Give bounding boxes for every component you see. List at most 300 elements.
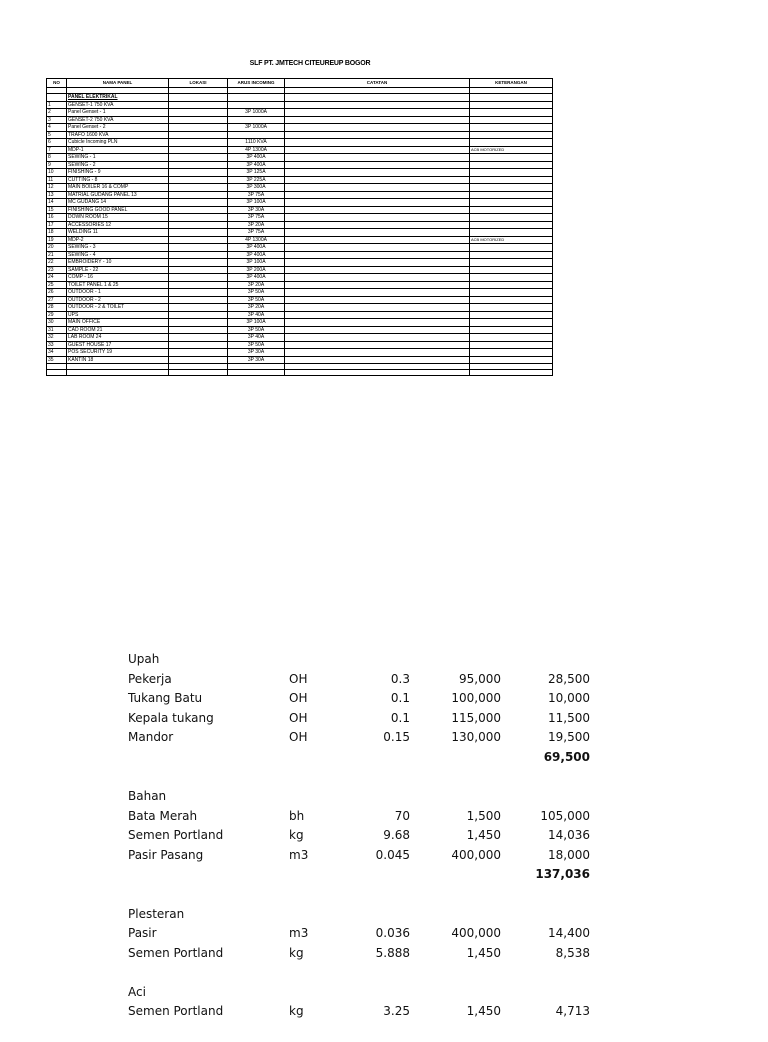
cost-item-total: 28,500 bbox=[548, 671, 590, 686]
cell-catatan bbox=[285, 169, 470, 177]
cost-item-row bbox=[128, 924, 598, 944]
cell-lokasi bbox=[169, 169, 228, 177]
cost-subtotal: 69,500 bbox=[543, 749, 590, 764]
cell-keterangan bbox=[470, 289, 553, 297]
table-row bbox=[47, 199, 553, 207]
cell-nama-panel: FINISHING - 9 bbox=[67, 169, 169, 177]
table-row bbox=[47, 229, 553, 237]
cell-nama-panel: OUTDOOR - 1 bbox=[67, 289, 169, 297]
cell-catatan bbox=[285, 319, 470, 327]
cost-item-name: Mandor bbox=[128, 730, 174, 745]
cell-lokasi bbox=[169, 319, 228, 327]
cell-no: 18 bbox=[47, 229, 67, 237]
cell-keterangan bbox=[470, 274, 553, 282]
cell-keterangan bbox=[470, 356, 553, 364]
cost-item-coefficient: 5.888 bbox=[375, 945, 410, 960]
cell-no: 19 bbox=[47, 236, 67, 244]
table-row bbox=[47, 154, 553, 162]
cell-keterangan bbox=[470, 139, 553, 147]
cell-lokasi bbox=[169, 251, 228, 259]
cost-item-unit: kg bbox=[289, 945, 304, 960]
cell-no: 30 bbox=[47, 319, 67, 327]
cell-catatan bbox=[285, 251, 470, 259]
cell-nama-panel: TOILET PANEL 1 & 25 bbox=[67, 281, 169, 289]
cell-catatan bbox=[285, 244, 470, 252]
table-row bbox=[47, 259, 553, 267]
cell-catatan bbox=[285, 154, 470, 162]
cell-keterangan bbox=[470, 304, 553, 312]
header-lokasi: LOKASI bbox=[169, 79, 228, 88]
cost-item-row bbox=[128, 944, 598, 964]
cell-keterangan bbox=[470, 124, 553, 132]
cell-no: 14 bbox=[47, 199, 67, 207]
cell-arus-incoming: 3P 20A bbox=[228, 221, 285, 229]
cell-nama-panel: POS SECURITY 19 bbox=[67, 349, 169, 357]
cell-no: 32 bbox=[47, 334, 67, 342]
table-row bbox=[47, 139, 553, 147]
cell-keterangan bbox=[470, 349, 553, 357]
cell-nama-panel: CAD ROOM 21 bbox=[67, 326, 169, 334]
cell-keterangan bbox=[470, 116, 553, 124]
table-row bbox=[47, 349, 553, 357]
cost-item-name: Bata Merah bbox=[128, 808, 198, 823]
cell-keterangan bbox=[470, 281, 553, 289]
cost-item-total: 8,538 bbox=[555, 945, 590, 960]
cell-arus-incoming: 3P 50A bbox=[228, 341, 285, 349]
cell-no: 7 bbox=[47, 146, 67, 154]
table-row bbox=[47, 146, 553, 154]
cell-catatan bbox=[285, 206, 470, 214]
cell-arus-incoming: 3P 1000A bbox=[228, 124, 285, 132]
cell-arus-incoming: 3P 400A bbox=[228, 274, 285, 282]
cell-catatan bbox=[285, 176, 470, 184]
cell-arus-incoming: 3P 200A bbox=[228, 266, 285, 274]
cell-lokasi bbox=[169, 341, 228, 349]
cell-no: 31 bbox=[47, 326, 67, 334]
cell-arus-incoming: 3P 50A bbox=[228, 296, 285, 304]
cell-nama-panel: GUEST HOUSE 17 bbox=[67, 341, 169, 349]
cell-keterangan bbox=[470, 176, 553, 184]
cost-item-name: Semen Portland bbox=[128, 945, 224, 960]
cell-lokasi bbox=[169, 116, 228, 124]
panel-table-body bbox=[47, 88, 553, 376]
cell-nama-panel: MAIN BOILER 16 & COMP bbox=[67, 184, 169, 192]
table-row bbox=[47, 251, 553, 259]
table-row bbox=[47, 326, 553, 334]
table-row bbox=[47, 191, 553, 199]
cell-arus-incoming: 3P 20A bbox=[228, 304, 285, 312]
cell-nama-panel: MDP-1 bbox=[67, 146, 169, 154]
cell-arus-incoming: 3P 75A bbox=[228, 214, 285, 222]
cell-catatan bbox=[285, 184, 470, 192]
cell-catatan bbox=[285, 221, 470, 229]
cell-arus-incoming: 3P 75A bbox=[228, 229, 285, 237]
cost-item-unit: kg bbox=[289, 828, 304, 843]
cost-section-title: Aci bbox=[128, 984, 146, 999]
cell-no: 1 bbox=[47, 101, 67, 109]
cell-no: 12 bbox=[47, 184, 67, 192]
cell-lokasi bbox=[169, 191, 228, 199]
cell-no: 26 bbox=[47, 289, 67, 297]
cell-lokasi bbox=[169, 274, 228, 282]
cell-lokasi bbox=[169, 161, 228, 169]
cell-no: 4 bbox=[47, 124, 67, 132]
cell-arus-incoming: 3P 100A bbox=[228, 199, 285, 207]
header-catatan: CATATAN bbox=[285, 79, 470, 88]
cell-keterangan bbox=[470, 161, 553, 169]
table-row bbox=[47, 334, 553, 342]
cost-item-unit: bh bbox=[289, 808, 305, 823]
cell-lokasi bbox=[169, 131, 228, 139]
cell-keterangan bbox=[470, 154, 553, 162]
table-row bbox=[47, 221, 553, 229]
cell-nama-panel: WELDING 11 bbox=[67, 229, 169, 237]
cell-arus-incoming: 3P 400A bbox=[228, 244, 285, 252]
cost-section bbox=[128, 650, 598, 768]
cell-catatan bbox=[285, 229, 470, 237]
cell-arus-incoming: 3P 75A bbox=[228, 191, 285, 199]
cell-no: 29 bbox=[47, 311, 67, 319]
cell-no: 25 bbox=[47, 281, 67, 289]
cell-catatan bbox=[285, 341, 470, 349]
cell-nama-panel: ACCESSORIES 12 bbox=[67, 221, 169, 229]
cell-lokasi bbox=[169, 139, 228, 147]
cell-catatan bbox=[285, 139, 470, 147]
cell-keterangan bbox=[470, 169, 553, 177]
cell-keterangan bbox=[470, 259, 553, 267]
cost-item-unit: m3 bbox=[289, 847, 309, 862]
cell-catatan bbox=[285, 236, 470, 244]
cost-item-unit: OH bbox=[289, 730, 308, 745]
cell-arus-incoming: 3P 100A bbox=[228, 319, 285, 327]
cell-keterangan bbox=[470, 251, 553, 259]
cell-keterangan bbox=[470, 109, 553, 117]
cell-lokasi bbox=[169, 184, 228, 192]
table-row bbox=[47, 296, 553, 304]
cell-nama-panel: EMBROIDERY - 10 bbox=[67, 259, 169, 267]
cell-no: 15 bbox=[47, 206, 67, 214]
table-row bbox=[47, 169, 553, 177]
cell-lokasi bbox=[169, 334, 228, 342]
header-keterangan: KETERANGAN bbox=[470, 79, 553, 88]
cell-no: 23 bbox=[47, 266, 67, 274]
cell-keterangan: ACB MOTORIZED bbox=[470, 146, 553, 154]
cost-breakdown bbox=[128, 650, 598, 1042]
cost-item-row bbox=[128, 670, 598, 690]
cell-arus-incoming: 3P 400A bbox=[228, 161, 285, 169]
cell-lokasi bbox=[169, 146, 228, 154]
cell-no: 2 bbox=[47, 109, 67, 117]
cell-catatan bbox=[285, 191, 470, 199]
cell-keterangan bbox=[470, 244, 553, 252]
cell-keterangan bbox=[470, 131, 553, 139]
cell-arus-incoming bbox=[228, 116, 285, 124]
cell-no: 21 bbox=[47, 251, 67, 259]
cell-arus-incoming: 3P 30A bbox=[228, 349, 285, 357]
table-row bbox=[47, 266, 553, 274]
cell-no: 5 bbox=[47, 131, 67, 139]
header-no: NO bbox=[47, 79, 67, 88]
header-arus-incoming: ARUS INCOMING bbox=[228, 79, 285, 88]
cell-lokasi bbox=[169, 349, 228, 357]
cell-no: 35 bbox=[47, 356, 67, 364]
cost-item-row bbox=[128, 807, 598, 827]
cell-nama-panel: FINISHING GOOD PANEL bbox=[67, 206, 169, 214]
cell-lokasi bbox=[169, 221, 228, 229]
cost-item-name: Pasir bbox=[128, 926, 157, 941]
cell-nama-panel: LAB ROOM 24 bbox=[67, 334, 169, 342]
cell-catatan bbox=[285, 304, 470, 312]
cell-nama-panel: MDP-2 bbox=[67, 236, 169, 244]
cost-item-price: 95,000 bbox=[459, 671, 501, 686]
cost-item-row bbox=[128, 709, 598, 729]
cell-keterangan bbox=[470, 214, 553, 222]
cell-arus-incoming: 4P 1300A bbox=[228, 236, 285, 244]
cell-nama-panel: GENSET-2 750 KVA bbox=[67, 116, 169, 124]
table-row bbox=[47, 304, 553, 312]
cell-no: 10 bbox=[47, 169, 67, 177]
table-row bbox=[47, 319, 553, 327]
table-row bbox=[47, 274, 553, 282]
cell-nama-panel: OUTDOOR - 2 & TOILET bbox=[67, 304, 169, 312]
cell-arus-incoming: 3P 225A bbox=[228, 176, 285, 184]
cell-catatan bbox=[285, 266, 470, 274]
cell-arus-incoming: 3P 30A bbox=[228, 206, 285, 214]
cost-item-price: 1,450 bbox=[466, 828, 501, 843]
cell-lokasi bbox=[169, 281, 228, 289]
cell-catatan bbox=[285, 289, 470, 297]
cost-subtotal-row bbox=[128, 748, 598, 768]
cell-keterangan: ACB MOTORIZED bbox=[470, 236, 553, 244]
cell-catatan bbox=[285, 274, 470, 282]
cell-keterangan bbox=[470, 221, 553, 229]
cell-nama-panel: UPS bbox=[67, 311, 169, 319]
cell-catatan bbox=[285, 281, 470, 289]
table-row bbox=[47, 236, 553, 244]
cell-no: 20 bbox=[47, 244, 67, 252]
cell-lokasi bbox=[169, 206, 228, 214]
cell-lokasi bbox=[169, 356, 228, 364]
cost-item-total: 19,500 bbox=[548, 730, 590, 745]
cost-item-price: 115,000 bbox=[451, 710, 501, 725]
table-row bbox=[47, 184, 553, 192]
cell-no: 33 bbox=[47, 341, 67, 349]
cell-arus-incoming: 3P 1000A bbox=[228, 109, 285, 117]
cost-item-name: Tukang Batu bbox=[128, 691, 203, 706]
cell-catatan bbox=[285, 161, 470, 169]
cell-nama-panel: Cubicle Incoming PLN bbox=[67, 139, 169, 147]
cell-nama-panel: KANTIN 18 bbox=[67, 356, 169, 364]
table-row bbox=[47, 289, 553, 297]
cell-lokasi bbox=[169, 176, 228, 184]
cell-keterangan bbox=[470, 266, 553, 274]
table-section-row bbox=[47, 94, 553, 102]
cell-nama-panel: MATRIAL GUDANG PANEL 13 bbox=[67, 191, 169, 199]
cost-item-price: 100,000 bbox=[451, 691, 501, 706]
table-row bbox=[47, 176, 553, 184]
cell-no: 34 bbox=[47, 349, 67, 357]
cell-lokasi bbox=[169, 296, 228, 304]
cell-catatan bbox=[285, 131, 470, 139]
cost-item-total: 10,000 bbox=[548, 691, 590, 706]
cell-lokasi bbox=[169, 236, 228, 244]
cost-item-total: 11,500 bbox=[548, 710, 590, 725]
cell-no: 3 bbox=[47, 116, 67, 124]
cell-arus-incoming: 3P 20A bbox=[228, 281, 285, 289]
cell-catatan bbox=[285, 109, 470, 117]
cell-lokasi bbox=[169, 311, 228, 319]
cell-lokasi bbox=[169, 214, 228, 222]
cost-section bbox=[128, 983, 598, 1022]
cost-item-coefficient: 0.15 bbox=[383, 730, 410, 745]
cell-no: 22 bbox=[47, 259, 67, 267]
cell-arus-incoming: 3P 300A bbox=[228, 184, 285, 192]
cost-item-unit: OH bbox=[289, 671, 308, 686]
cost-item-price: 130,000 bbox=[451, 730, 501, 745]
cost-item-unit: OH bbox=[289, 710, 308, 725]
cost-item-price: 1,450 bbox=[466, 945, 501, 960]
cost-item-name: Pekerja bbox=[128, 671, 172, 686]
cell-catatan bbox=[285, 259, 470, 267]
cost-subtotal-row bbox=[128, 865, 598, 885]
cost-item-coefficient: 0.036 bbox=[375, 926, 410, 941]
cell-no: 9 bbox=[47, 161, 67, 169]
cell-catatan bbox=[285, 311, 470, 319]
cell-nama-panel: SEWING - 4 bbox=[67, 251, 169, 259]
cell-lokasi bbox=[169, 199, 228, 207]
cell-arus-incoming bbox=[228, 131, 285, 139]
cell-keterangan bbox=[470, 341, 553, 349]
cell-nama-panel: SEWING - 2 bbox=[67, 161, 169, 169]
cost-section-title: Upah bbox=[128, 652, 160, 666]
cell-lokasi bbox=[169, 124, 228, 132]
cost-item-unit: kg bbox=[289, 1004, 304, 1019]
cell-keterangan bbox=[470, 101, 553, 109]
cell-lokasi bbox=[169, 154, 228, 162]
cell-catatan bbox=[285, 101, 470, 109]
cell-no: 6 bbox=[47, 139, 67, 147]
cost-item-price: 400,000 bbox=[451, 926, 501, 941]
cost-item-price: 1,450 bbox=[466, 1004, 501, 1019]
cost-item-coefficient: 0.1 bbox=[390, 691, 410, 706]
panel-table bbox=[46, 78, 553, 376]
cell-nama-panel: OUTDOOR - 2 bbox=[67, 296, 169, 304]
cell-catatan bbox=[285, 349, 470, 357]
cell-keterangan bbox=[470, 184, 553, 192]
table-row bbox=[47, 356, 553, 364]
table-row bbox=[47, 161, 553, 169]
cell-no: 8 bbox=[47, 154, 67, 162]
table-row bbox=[47, 214, 553, 222]
table-row bbox=[47, 244, 553, 252]
cell-no: 17 bbox=[47, 221, 67, 229]
cost-item-row bbox=[128, 846, 598, 866]
cost-section bbox=[128, 787, 598, 885]
cost-item-row bbox=[128, 826, 598, 846]
cost-item-name: Semen Portland bbox=[128, 1004, 224, 1019]
cost-item-name: Pasir Pasang bbox=[128, 847, 204, 862]
cell-lokasi bbox=[169, 244, 228, 252]
cost-section-title: Plesteran bbox=[128, 906, 185, 921]
cell-keterangan bbox=[470, 191, 553, 199]
table-row bbox=[47, 109, 553, 117]
table-row bbox=[47, 311, 553, 319]
cell-catatan bbox=[285, 116, 470, 124]
cost-subtotal: 137,036 bbox=[535, 867, 590, 882]
cost-section-title-row bbox=[128, 787, 598, 807]
cell-arus-incoming: 3P 400A bbox=[228, 154, 285, 162]
cell-lokasi bbox=[169, 289, 228, 297]
cell-nama-panel: SAMPLE - 22 bbox=[67, 266, 169, 274]
cost-item-name: Semen Portland bbox=[128, 828, 224, 843]
cell-nama-panel: CUTTING - 8 bbox=[67, 176, 169, 184]
cell-nama-panel: SEWING - 3 bbox=[67, 244, 169, 252]
cost-item-unit: OH bbox=[289, 691, 308, 706]
cost-section-title-row bbox=[128, 983, 598, 1003]
cell-lokasi bbox=[169, 109, 228, 117]
cell-catatan bbox=[285, 214, 470, 222]
cost-item-coefficient: 0.1 bbox=[390, 710, 410, 725]
cost-item-coefficient: 9.68 bbox=[383, 828, 410, 843]
cell-lokasi bbox=[169, 259, 228, 267]
cell-no: 24 bbox=[47, 274, 67, 282]
cost-item-row bbox=[128, 689, 598, 709]
cell-no: 28 bbox=[47, 304, 67, 312]
document-title: SLF PT. JMTECH CITEUREUP BOGOR bbox=[249, 60, 371, 67]
table-row bbox=[47, 281, 553, 289]
cost-section-title: Bahan bbox=[128, 789, 167, 804]
cost-item-row bbox=[128, 1002, 598, 1022]
cell-arus-incoming bbox=[228, 101, 285, 109]
table-row bbox=[47, 101, 553, 109]
cell-lokasi bbox=[169, 101, 228, 109]
cell-keterangan bbox=[470, 334, 553, 342]
cell-nama-panel: MAIN OFFICE bbox=[67, 319, 169, 327]
cell-keterangan bbox=[470, 199, 553, 207]
cell-keterangan bbox=[470, 311, 553, 319]
cell-keterangan bbox=[470, 296, 553, 304]
cell-nama-panel: Panel Genset - 2 bbox=[67, 124, 169, 132]
cost-item-price: 400,000 bbox=[451, 847, 501, 862]
cell-nama-panel: DOWN ROOM 15 bbox=[67, 214, 169, 222]
cell-nama-panel: TRAFO 1600 KVA bbox=[67, 131, 169, 139]
cost-item-coefficient: 3.25 bbox=[383, 1004, 410, 1019]
cost-item-total: 14,036 bbox=[548, 828, 590, 843]
cost-item-total: 105,000 bbox=[540, 808, 590, 823]
cost-item-unit: m3 bbox=[289, 926, 309, 941]
cell-arus-incoming: 3P 50A bbox=[228, 289, 285, 297]
cell-no: 13 bbox=[47, 191, 67, 199]
cost-section bbox=[128, 905, 598, 964]
cost-item-coefficient: 0.3 bbox=[390, 671, 410, 686]
cost-item-coefficient: 0.045 bbox=[375, 847, 410, 862]
cost-item-total: 4,713 bbox=[555, 1004, 590, 1019]
cell-arus-incoming: 4P 1300A bbox=[228, 146, 285, 154]
cell-lokasi bbox=[169, 266, 228, 274]
cell-arus-incoming: 1110 KVA bbox=[228, 139, 285, 147]
table-row bbox=[47, 124, 553, 132]
cell-arus-incoming: 3P 50A bbox=[228, 326, 285, 334]
cell-keterangan bbox=[470, 206, 553, 214]
cost-section-title-row bbox=[128, 905, 598, 925]
cell-nama-panel: SEWING - 1 bbox=[67, 154, 169, 162]
cell-arus-incoming: 3P 125A bbox=[228, 169, 285, 177]
cell-keterangan bbox=[470, 326, 553, 334]
cell-catatan bbox=[285, 146, 470, 154]
cell-nama-panel: MC GUDANG 14 bbox=[67, 199, 169, 207]
table-row bbox=[47, 341, 553, 349]
cost-item-total: 14,400 bbox=[548, 926, 590, 941]
